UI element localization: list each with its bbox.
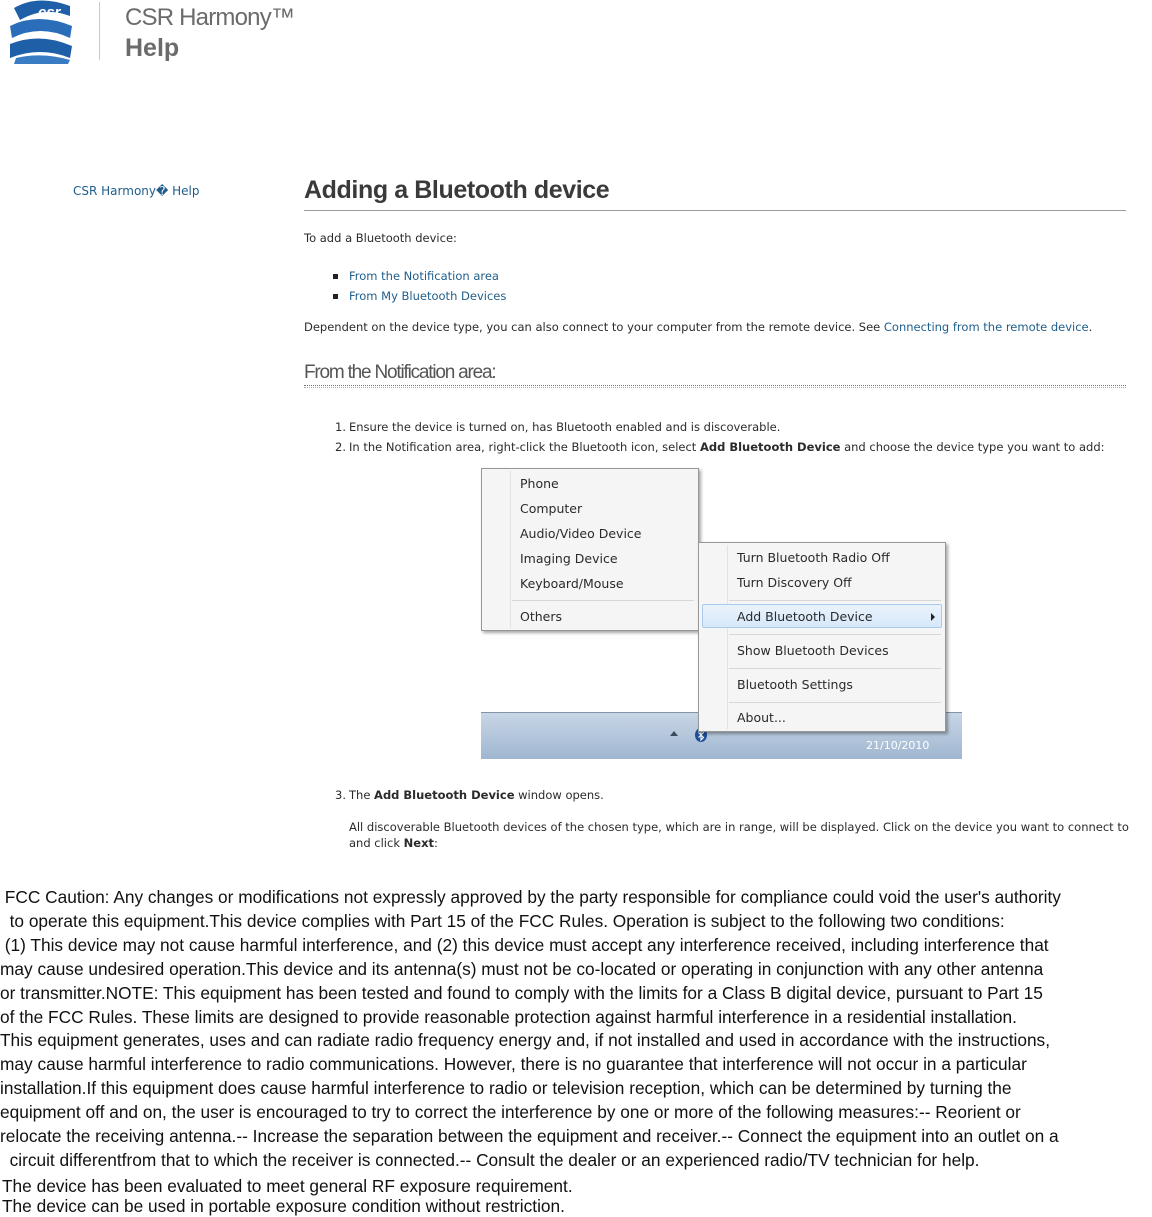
taskbar-date: 21/10/2010 <box>866 739 930 752</box>
step-detail-text: All discoverable Bluetooth devices of the chosen type, which are in range, will be displayed. Click on the device you want to connect to and click <box>349 820 1129 850</box>
help-title: Help <box>125 34 180 62</box>
link-my-bluetooth-devices[interactable]: From My Bluetooth Devices <box>349 289 507 303</box>
fcc-line: equipment off and on, the user is encouraged to try to correct the interference by one or more of the following measures:-- Reorient or <box>0 1102 1021 1123</box>
fcc-statement <box>0 886 1152 1173</box>
dependent-paragraph <box>304 320 1092 334</box>
step-detail-end: : <box>434 836 438 850</box>
menu-item-audio-video[interactable]: Audio/Video Device <box>520 526 642 541</box>
step-number: 3. <box>335 788 346 802</box>
step-bold: Add Bluetooth Device <box>699 440 841 454</box>
menu-item-imaging[interactable]: Imaging Device <box>520 551 618 566</box>
logo-text: csr <box>38 4 61 21</box>
menu-separator <box>729 702 941 703</box>
bullet-square-icon <box>333 274 338 279</box>
fcc-line: of the FCC Rules. These limits are designed to provide reasonable protection against harmful interference in a residential installation. <box>0 1006 1017 1027</box>
step-text <box>349 440 1105 454</box>
list-item <box>333 288 506 308</box>
fcc-line: circuit differentfrom that to which the receiver is connected.-- Consult the dealer or an experienced radio/TV technician for help. <box>0 1149 980 1170</box>
menu-gutter <box>510 471 511 628</box>
menu-separator <box>512 600 694 601</box>
menu-separator <box>729 600 941 601</box>
menu-item-show-bluetooth-devices[interactable]: Show Bluetooth Devices <box>737 643 889 658</box>
menu-item-about[interactable]: About... <box>737 710 786 725</box>
bullet-square-icon <box>333 294 338 299</box>
link-connecting-from-remote[interactable]: Connecting from the remote device <box>883 320 1089 334</box>
menu-item-others[interactable]: Others <box>520 609 563 624</box>
menu-item-computer[interactable]: Computer <box>520 501 583 516</box>
section-divider-2 <box>304 387 1126 388</box>
menu-item-turn-radio-off[interactable]: Turn Bluetooth Radio Off <box>737 550 890 565</box>
rf-line: The device has been evaluated to meet general RF exposure requirement. <box>2 1176 573 1196</box>
fcc-line: (1) This device may not cause harmful interference, and (2) this device must accept any interference received, including interference that <box>0 934 1049 955</box>
nav-home-link[interactable]: CSR Harmony� Help <box>73 184 200 198</box>
title-divider <box>304 210 1126 211</box>
menu-item-phone[interactable]: Phone <box>520 476 559 491</box>
rf-line: The device can be used in portable exposure condition without restriction. <box>2 1196 565 1216</box>
header-divider <box>99 2 100 60</box>
fcc-line: may cause undesired operation.This device and its antenna(s) must not be co-located or operating in conjunction with any other antenna <box>0 958 1044 979</box>
dependent-text: Dependent on the device type, you can also connect to your computer from the remote device. See <box>304 320 884 334</box>
submenu-arrow-icon <box>931 613 935 621</box>
fcc-line: relocate the receiving antenna.-- Increase the separation between the equipment and receiver.-- Connect the equipment into an outlet on a <box>0 1126 1059 1147</box>
menu-item-keyboard-mouse[interactable]: Keyboard/Mouse <box>520 576 624 591</box>
step-text: Ensure the device is turned on, has Bluetooth enabled and is discoverable. <box>349 420 781 434</box>
device-type-menu <box>481 468 699 631</box>
fcc-line: installation.If this equipment does cause harmful interference to radio or television reception, which can be determined by turning the <box>0 1078 1012 1099</box>
rf-exposure-statement <box>2 1176 573 1216</box>
step-text <box>349 788 604 802</box>
fcc-line: FCC Caution: Any changes or modifications not expressly approved by the party responsible for compliance could void the user's authority <box>0 887 1061 907</box>
product-name: CSR Harmony™ <box>125 4 295 31</box>
step-text-part: In the Notification area, right-click the Bluetooth icon, select <box>349 440 700 454</box>
step-text-part: and choose the device type you want to add: <box>840 440 1105 454</box>
menu-separator <box>729 634 941 635</box>
csr-logo <box>8 0 74 64</box>
step-3-detail <box>349 819 1129 851</box>
menu-gutter <box>727 545 728 729</box>
show-hidden-icons-arrow-icon <box>670 731 678 736</box>
menu-item-add-bluetooth-device[interactable]: Add Bluetooth Device <box>737 609 873 624</box>
step-text-part: The <box>349 788 375 802</box>
menu-item-bluetooth-settings[interactable]: Bluetooth Settings <box>737 677 853 692</box>
step-detail-bold: Next <box>403 836 434 850</box>
step-number: 2. <box>335 440 346 454</box>
bluetooth-context-menu <box>698 542 946 732</box>
step-bold: Add Bluetooth Device <box>374 788 515 802</box>
method-list <box>333 268 506 308</box>
link-notification-area[interactable]: From the Notification area <box>349 269 499 283</box>
intro-text: To add a Bluetooth device: <box>304 231 457 245</box>
dependent-end: . <box>1088 320 1093 334</box>
step-number: 1. <box>335 420 346 434</box>
menu-separator <box>729 668 941 669</box>
fcc-line: may cause harmful interference to radio communications. However, there is no guarantee that interference will not occur in a particular <box>0 1054 1027 1075</box>
menu-item-turn-discovery-off[interactable]: Turn Discovery Off <box>737 575 852 590</box>
page-title: Adding a Bluetooth device <box>304 176 610 204</box>
section-divider <box>304 385 1126 386</box>
menu-screenshot <box>481 466 962 759</box>
fcc-line: or transmitter.NOTE: This equipment has been tested and found to comply with the limits for a Class B digital device, pursuant to Part 15 <box>0 982 1043 1003</box>
section-heading: From the Notification area: <box>304 362 496 383</box>
fcc-line: to operate this equipment.This device complies with Part 15 of the FCC Rules. Operation is subject to the following two conditions: <box>0 910 1005 931</box>
step-text-part: window opens. <box>514 788 604 802</box>
list-item <box>333 268 506 288</box>
fcc-line: This equipment generates, uses and can radiate radio frequency energy and, if not installed and used in accordance with the instructions, <box>0 1030 1050 1051</box>
